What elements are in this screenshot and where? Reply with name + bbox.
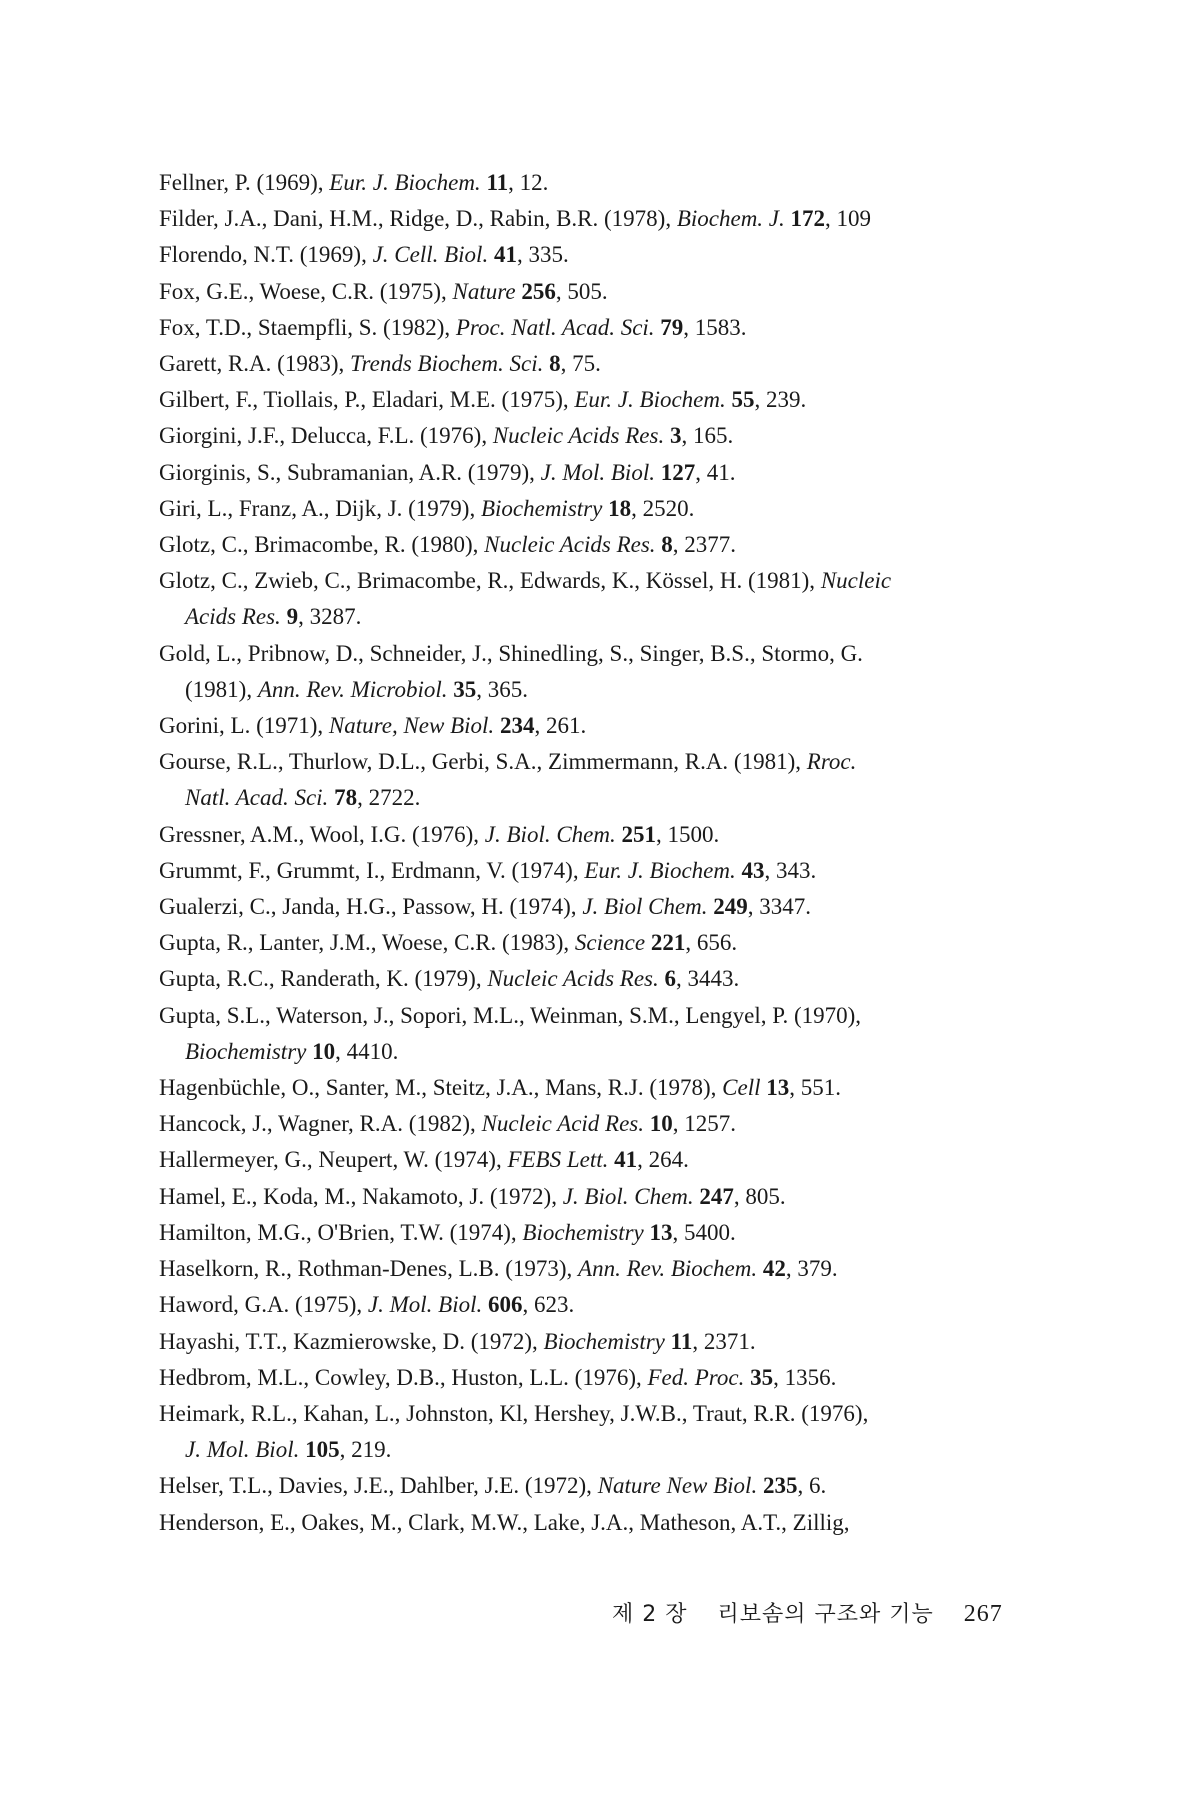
reference-authors: Gilbert, F., Tiollais, P., Eladari, M.E. (1975), xyxy=(159,387,575,413)
reference-entry xyxy=(159,310,1039,346)
reference-pages: , 2377. xyxy=(672,532,737,558)
reference-journal: Eur. J. Biochem. xyxy=(329,170,481,195)
reference-pages: , 75. xyxy=(560,351,601,377)
reference-journal: Ann. Rev. Microbiol. xyxy=(257,676,448,702)
reference-pages: , 165. xyxy=(681,423,734,449)
reference-volume: 35 xyxy=(453,676,477,702)
reference-volume: 13 xyxy=(649,1219,673,1245)
reference-authors: Fox, G.E., Woese, C.R. (1975), xyxy=(159,278,453,304)
reference-entry xyxy=(159,1142,1039,1178)
reference-entry xyxy=(159,1215,1039,1251)
reference-volume: 606 xyxy=(487,1292,523,1318)
reference-authors: Gualerzi, C., Janda, H.G., Passow, H. (1974), xyxy=(159,894,583,920)
reference-entry xyxy=(159,853,1039,889)
reference-pages: , 261. xyxy=(534,713,587,739)
reference-authors: Giri, L., Franz, A., Dijk, J. (1979), xyxy=(159,495,481,521)
reference-pages: , 805. xyxy=(733,1183,786,1209)
reference-volume: 105 xyxy=(305,1437,340,1463)
reference-journal: J. Mol. Biol. xyxy=(185,1437,300,1463)
reference-journal: Nature xyxy=(452,278,516,304)
reference-journal: Cell xyxy=(722,1075,761,1101)
reference-volume: 55 xyxy=(731,387,755,413)
reference-journal: Eur. J. Biochem. xyxy=(584,857,736,883)
reference-pages: , 656. xyxy=(685,930,738,956)
reference-entry xyxy=(159,418,1039,454)
reference-volume: 41 xyxy=(614,1147,638,1173)
reference-volume: 221 xyxy=(650,930,686,956)
reference-volume: 79 xyxy=(660,314,684,340)
reference-pages: , 551. xyxy=(789,1075,841,1101)
reference-volume: 256 xyxy=(521,278,556,304)
reference-pages: , 335. xyxy=(516,242,569,268)
reference-authors: Heimark, R.L., Kahan, L., Johnston, Kl, Hershey, J.W.B., Traut, R.R. (1976), xyxy=(159,1400,869,1426)
reference-authors: Florendo, N.T. (1969), xyxy=(159,242,373,268)
reference-entry xyxy=(159,1287,1039,1323)
footer-chapter-title: 리보솜의 구조와 기능 xyxy=(717,1602,934,1627)
reference-pages: , 1356. xyxy=(773,1364,837,1390)
reference-pages: , 2722. xyxy=(357,785,421,811)
reference-authors: Filder, J.A., Dani, H.M., Ridge, D., Rabin, B.R. (1978), xyxy=(159,206,677,232)
reference-pages: , 12. xyxy=(508,170,549,195)
reference-pages: , 264. xyxy=(637,1147,689,1173)
reference-volume: 172 xyxy=(790,206,826,232)
reference-pages: , 109 xyxy=(825,206,872,232)
reference-entry xyxy=(159,961,1039,997)
reference-entry xyxy=(159,201,1039,237)
reference-entry xyxy=(159,1324,1039,1360)
reference-authors: Glotz, C., Zwieb, C., Brimacombe, R., Edwards, K., Kössel, H. (1981), xyxy=(159,568,821,594)
reference-entry xyxy=(159,889,1039,925)
reference-authors: Hagenbüchle, O., Santer, M., Steitz, J.A., Mans, R.J. (1978), xyxy=(159,1075,723,1101)
reference-authors: Haselkorn, R., Rothman-Denes, L.B. (1973), xyxy=(159,1256,579,1282)
reference-journal: Biochemistry xyxy=(185,1038,307,1064)
reference-authors: Giorginis, S., Subramanian, A.R. (1979), xyxy=(159,459,541,485)
reference-authors: Hayashi, T.T., Kazmierowske, D. (1972), xyxy=(159,1328,544,1354)
reference-continuation xyxy=(159,1034,1039,1070)
reference-entry xyxy=(159,165,1039,201)
reference-pages: , 623. xyxy=(522,1292,575,1318)
reference-volume: 42 xyxy=(762,1256,786,1282)
reference-authors: Glotz, C., Brimacombe, R. (1980), xyxy=(159,532,485,558)
reference-pages: , 6. xyxy=(797,1473,827,1499)
reference-journal: Trends Biochem. Sci. xyxy=(350,351,544,377)
reference-entry xyxy=(159,817,1039,853)
reference-continuation xyxy=(159,599,1039,635)
reference-pages: , 5400. xyxy=(672,1219,736,1245)
reference-volume: 8 xyxy=(661,532,673,558)
reference-pages: , 1500. xyxy=(656,821,720,847)
reference-volume: 78 xyxy=(334,785,358,811)
reference-journal: J. Biol Chem. xyxy=(582,894,708,920)
reference-entry xyxy=(159,274,1039,310)
reference-continuation xyxy=(159,1432,1039,1468)
reference-pages: , 2520. xyxy=(631,495,695,521)
reference-authors: Fox, T.D., Staempfli, S. (1982), xyxy=(159,314,456,340)
reference-journal: Proc. Natl. Acad. Sci. xyxy=(455,314,655,340)
reference-volume: 41 xyxy=(493,242,517,268)
reference-list xyxy=(159,165,1039,1541)
reference-entry xyxy=(159,925,1039,961)
reference-authors: Henderson, E., Oakes, M., Clark, M.W., Lake, J.A., Matheson, A.T., Zillig, xyxy=(159,1509,850,1535)
reference-pages: , 219. xyxy=(339,1437,392,1463)
reference-entry xyxy=(159,1179,1039,1215)
reference-journal: J. Biol. Chem. xyxy=(484,821,616,847)
reference-entry xyxy=(159,1505,1039,1541)
reference-volume: 127 xyxy=(660,459,696,485)
reference-entry xyxy=(159,1070,1039,1106)
reference-pages: , 4410. xyxy=(335,1038,399,1064)
reference-authors: Gourse, R.L., Thurlow, D.L., Gerbi, S.A., Zimmermann, R.A. (1981), xyxy=(159,749,807,775)
reference-volume: 9 xyxy=(286,604,299,630)
reference-journal: Acids Res. xyxy=(185,604,281,630)
reference-pages: , 239. xyxy=(754,387,807,413)
reference-authors: Hamel, E., Koda, M., Nakamoto, J. (1972), xyxy=(159,1183,563,1209)
reference-pages: , 3347. xyxy=(747,894,812,920)
reference-volume: 10 xyxy=(312,1038,336,1064)
reference-pages: , 505. xyxy=(555,278,608,304)
reference-entry xyxy=(159,491,1039,527)
reference-authors: Hamilton, M.G., O'Brien, T.W. (1974), xyxy=(159,1219,523,1245)
reference-journal: Nucleic Acid Res. xyxy=(481,1111,644,1137)
reference-entry xyxy=(159,708,1039,744)
reference-journal: J. Cell. Biol. xyxy=(372,242,489,268)
reference-pages: , 3287. xyxy=(298,604,362,630)
reference-entry xyxy=(159,382,1039,418)
reference-journal: Fed. Proc. xyxy=(647,1364,745,1390)
reference-entry xyxy=(159,998,1039,1070)
reference-volume: 43 xyxy=(741,857,765,883)
reference-entry xyxy=(159,1396,1039,1468)
reference-authors: Haword, G.A. (1975), xyxy=(159,1292,368,1318)
reference-authors-cont: (1981), xyxy=(185,676,258,702)
reference-entry xyxy=(159,455,1039,491)
reference-authors: Hancock, J., Wagner, R.A. (1982), xyxy=(159,1111,482,1137)
reference-volume: 249 xyxy=(713,894,748,920)
reference-authors: Gupta, R.C., Randerath, K. (1979), xyxy=(159,966,488,992)
reference-journal: Rroc. xyxy=(806,749,857,775)
reference-pages: , 365. xyxy=(476,676,529,702)
reference-volume: 235 xyxy=(762,1473,798,1499)
reference-entry xyxy=(159,527,1039,563)
reference-journal: J. Mol. Biol. xyxy=(540,459,655,485)
footer-chapter: 제 2 장 xyxy=(612,1602,688,1627)
reference-authors: Gressner, A.M., Wool, I.G. (1976), xyxy=(159,821,485,847)
reference-authors: Grummt, F., Grummt, I., Erdmann, V. (1974), xyxy=(159,857,585,883)
reference-pages: , 379. xyxy=(785,1256,838,1282)
reference-volume: 8 xyxy=(549,351,561,377)
reference-volume: 35 xyxy=(750,1364,774,1390)
reference-volume: 247 xyxy=(699,1183,734,1209)
reference-entry xyxy=(159,1360,1039,1396)
reference-journal: Biochem. J. xyxy=(676,206,785,232)
reference-journal: Biochemistry xyxy=(522,1219,644,1245)
reference-entry xyxy=(159,636,1039,708)
reference-journal: Natl. Acad. Sci. xyxy=(185,785,329,811)
reference-pages: , 3443. xyxy=(675,966,740,992)
reference-journal: Nucleic xyxy=(820,568,892,594)
reference-authors: Gupta, S.L., Waterson, J., Sopori, M.L., Weinman, S.M., Lengyel, P. (1970), xyxy=(159,1002,862,1028)
reference-journal: Science xyxy=(574,930,646,956)
page-number: 267 xyxy=(963,1601,1003,1627)
reference-authors: Garett, R.A. (1983), xyxy=(159,351,350,377)
reference-journal: Nature, New Biol. xyxy=(328,713,495,739)
reference-entry xyxy=(159,1468,1039,1504)
reference-journal: Ann. Rev. Biochem. xyxy=(578,1256,758,1282)
reference-authors: Giorgini, J.F., Delucca, F.L. (1976), xyxy=(159,423,493,449)
reference-pages: , 2371. xyxy=(692,1328,756,1354)
reference-pages: , 1583. xyxy=(683,314,747,340)
reference-entry xyxy=(159,346,1039,382)
reference-continuation xyxy=(159,672,1039,708)
reference-volume: 18 xyxy=(608,495,632,521)
reference-entry xyxy=(159,744,1039,816)
reference-volume: 251 xyxy=(621,821,656,847)
reference-volume: 11 xyxy=(670,1328,693,1354)
reference-journal: Biochemistry xyxy=(480,495,603,521)
reference-pages: , 1257. xyxy=(672,1111,736,1137)
reference-pages: , 41. xyxy=(695,459,736,485)
reference-journal: J. Mol. Biol. xyxy=(367,1292,483,1318)
reference-volume: 11 xyxy=(486,170,509,195)
reference-entry xyxy=(159,563,1039,635)
reference-volume: 10 xyxy=(649,1111,673,1137)
reference-journal: J. Biol. Chem. xyxy=(562,1183,694,1209)
reference-authors: Gold, L., Pribnow, D., Schneider, J., Shinedling, S., Singer, B.S., Stormo, G. xyxy=(159,640,863,666)
page-footer xyxy=(612,1597,1003,1628)
reference-continuation xyxy=(159,780,1039,816)
reference-journal: Biochemistry xyxy=(543,1328,665,1354)
reference-journal: Nucleic Acids Res. xyxy=(487,966,659,992)
reference-journal: Eur. J. Biochem. xyxy=(574,387,726,413)
reference-authors: Hedbrom, M.L., Cowley, D.B., Huston, L.L. (1976), xyxy=(159,1364,648,1390)
reference-entry xyxy=(159,237,1039,273)
reference-authors: Gorini, L. (1971), xyxy=(159,713,329,739)
reference-pages: , 343. xyxy=(764,857,817,883)
reference-entry xyxy=(159,1106,1039,1142)
reference-volume: 234 xyxy=(499,713,535,739)
reference-volume: 13 xyxy=(766,1075,790,1101)
reference-authors: Gupta, R., Lanter, J.M., Woese, C.R. (1983), xyxy=(159,930,575,956)
reference-authors: Hallermeyer, G., Neupert, W. (1974), xyxy=(159,1147,508,1173)
reference-journal: Nucleic Acids Res. xyxy=(484,532,656,558)
reference-authors: Fellner, P. (1969), xyxy=(159,170,330,195)
reference-volume: 6 xyxy=(664,966,676,992)
reference-journal: FEBS Lett. xyxy=(507,1147,609,1173)
reference-entry xyxy=(159,1251,1039,1287)
reference-journal: Nucleic Acids Res. xyxy=(492,423,665,449)
reference-authors: Helser, T.L., Davies, J.E., Dahlber, J.E. (1972), xyxy=(159,1473,598,1499)
reference-volume: 3 xyxy=(669,423,682,449)
reference-journal: Nature New Biol. xyxy=(597,1473,758,1499)
